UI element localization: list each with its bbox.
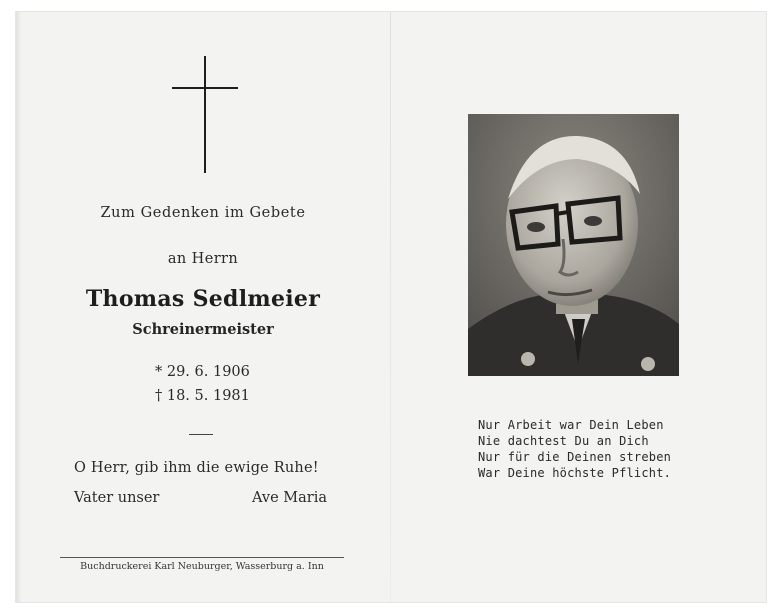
poem-line: Nie dachtest Du an Dich	[478, 434, 649, 448]
birth-date: * 29. 6. 1906	[155, 364, 250, 380]
divider	[189, 434, 213, 435]
poem-line: War Deine höchste Pflicht.	[478, 466, 672, 480]
death-date: † 18. 5. 1981	[155, 388, 250, 404]
imprint-rule	[60, 557, 344, 558]
deceased-name: Thomas Sedlmeier	[85, 286, 321, 312]
portrait-illustration	[468, 114, 679, 376]
prayer-ave-maria: Ave Maria	[252, 490, 327, 506]
poem-line: Nur Arbeit war Dein Leben	[478, 418, 664, 432]
cross-horizontal-bar	[172, 87, 238, 89]
printer-imprint: Buchdruckerei Karl Neuburger, Wasserburg a. Inn	[80, 561, 324, 572]
poem-line: Nur für die Deinen streben	[478, 450, 672, 464]
card-edge-shade	[16, 12, 22, 602]
prayer-vater-unser: Vater unser	[74, 490, 160, 506]
portrait-photo	[468, 114, 679, 376]
honorific: an Herrn	[167, 251, 239, 267]
card-fold-line	[390, 12, 391, 602]
memorial-line: Zum Gedenken im Gebete	[100, 205, 306, 221]
profession: Schreinermeister	[132, 321, 274, 338]
blessing: O Herr, gib ihm die ewige Ruhe!	[74, 460, 319, 476]
cross-vertical-bar	[204, 56, 206, 173]
